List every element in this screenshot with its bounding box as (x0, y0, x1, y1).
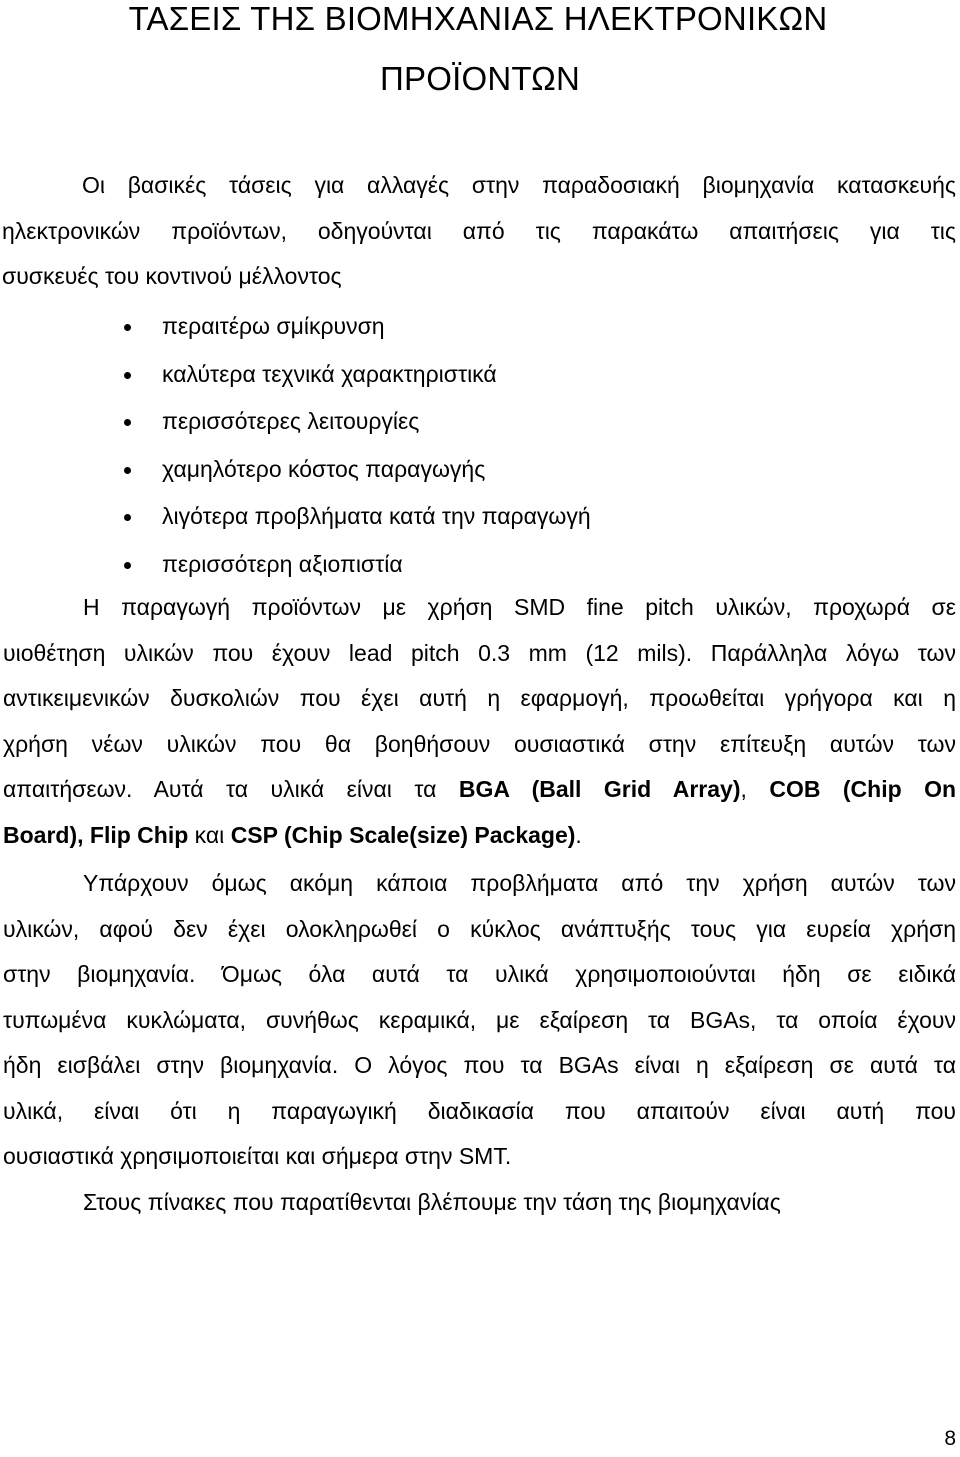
flipchip-term: Board), Flip Chip (3, 821, 189, 848)
bullet-icon (124, 372, 131, 379)
list-item: περισσότερη αξιοπιστία (0, 541, 960, 589)
csp-term: CSP (Chip Scale(size) Package) (230, 821, 576, 848)
smd-paragraph (3, 585, 957, 858)
page-number: 8 (944, 1427, 956, 1450)
bullet-icon (124, 514, 131, 521)
list-item: καλύτερα τεχνικά χαρακτηριστικά (0, 351, 960, 399)
paragraph-line-mixed: απαιτήσεων. Αυτά τα υλικά είναι τα BGA (Ball Grid Array), COB (Chip On (3, 776, 957, 802)
list-item: χαμηλότερο κόστος παραγωγής (0, 446, 960, 494)
list-item: λιγότερα προβλήματα κατά την παραγωγή (0, 493, 960, 541)
intro-line: Οι βασικές τάσεις για αλλαγές στην παραδοσιακή βιομηχανία κατασκευής (82, 172, 956, 198)
intro-paragraph (2, 163, 956, 300)
paragraph-line: ουσιαστικά χρησιμοποιείται και σήμερα στην SMT. (3, 1143, 512, 1169)
paragraph-line: υιοθέτηση υλικών που έχουν lead pitch 0.3 mm (12 mils). Παράλληλα λόγω των (3, 639, 956, 666)
cob-term: COB (Chip On (769, 776, 957, 802)
requirements-bullet-list (0, 303, 960, 588)
paragraph-line: Στους πίνακες που παρατίθενται βλέπουμε την τάση της βιομηχανίας (83, 1189, 781, 1215)
paragraph-line: τυπωμένα κυκλώματα, συνήθως κεραμικά, με εξαίρεση τα BGAs, τα οποία έχουν (3, 1006, 956, 1033)
bga-term: BGA (Ball Grid Array) (458, 776, 741, 802)
paragraph-line: αντικειμενικών δυσκολιών που έχει αυτή η εφαρμογή, προωθείται γρήγορα και η (3, 685, 956, 711)
paragraph-line: υλικά, είναι ότι η παραγωγική διαδικασία που απαιτούν είναι αυτή που (3, 1097, 956, 1124)
paragraph-line: ήδη εισβάλει στην βιομηχανία. Ο λόγος που τα BGAs είναι η εξαίρεση σε αυτά τα (3, 1052, 956, 1078)
problems-paragraph (3, 861, 956, 1180)
paragraph-line: στην βιομηχανία. Όμως όλα αυτά τα υλικά χρησιμοποιούνται ήδη σε ειδικά (3, 961, 956, 987)
paragraph-line: Η παραγωγή προϊόντων με χρήση SMD fine pitch υλικών, προχωρά σε (83, 594, 956, 620)
bullet-icon (124, 324, 131, 331)
paragraph-line: υλικών, αφού δεν έχει ολοκληρωθεί ο κύκλος ανάπτυξής τους για ευρεία χρήση (3, 915, 956, 942)
bullet-icon (124, 562, 131, 569)
intro-line: συσκευές του κοντινού μέλλοντος (2, 263, 342, 289)
list-item: περαιτέρω σμίκρυνση (0, 303, 960, 351)
page-title-line-1: ΤΑΣΕΙΣ ΤΗΣ ΒΙΟΜΗΧΑΝΙΑΣ ΗΛΕΚΤΡΟΝΙΚΩΝ (128, 0, 828, 37)
paragraph-line-mixed: Board), Flip Chip και CSP (Chip Scale(size) Package). (3, 821, 582, 848)
bullet-icon (124, 419, 131, 426)
intro-line: ηλεκτρονικών προϊόντων, οδηγούνται από τις παρακάτω απαιτήσεις για τις (2, 217, 956, 244)
tables-intro-paragraph (83, 1180, 956, 1226)
bullet-icon (124, 467, 131, 474)
page-title-line-2: ΠΡΟΪΟΝΤΩΝ (379, 60, 581, 97)
list-item: περισσότερες λειτουργίες (0, 398, 960, 446)
paragraph-line: χρήση νέων υλικών που θα βοηθήσουν ουσιαστικά στην επίτευξη αυτών των (3, 730, 956, 757)
paragraph-line: Υπάρχουν όμως ακόμη κάποια προβλήματα από την χρήση αυτών των (83, 870, 956, 896)
